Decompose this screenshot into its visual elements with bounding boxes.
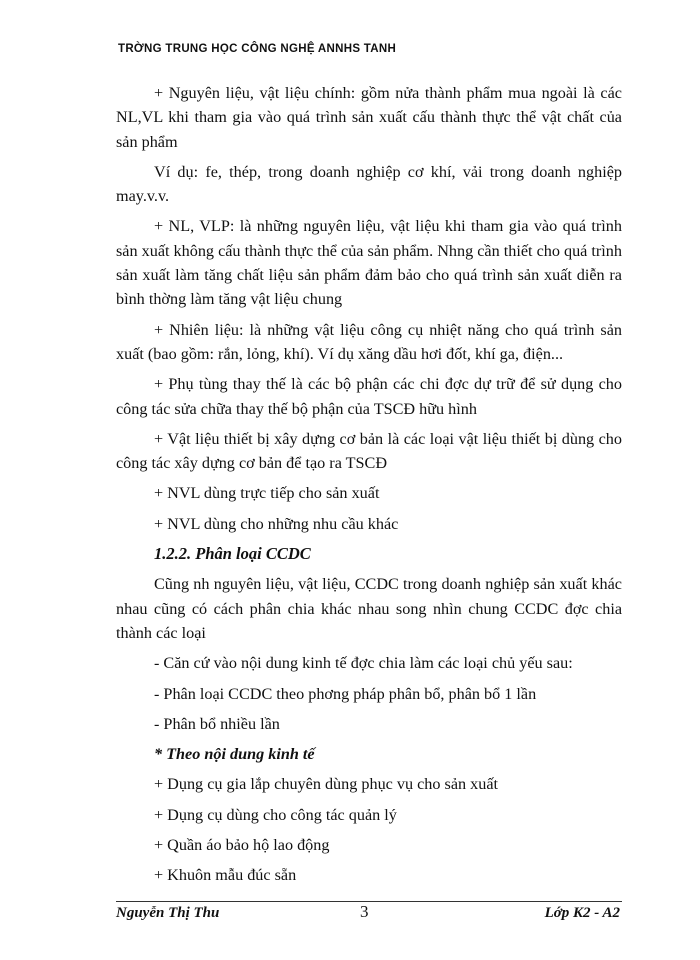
- section-heading: 1.2.2. Phân loại CCDC: [154, 544, 311, 564]
- paragraph: + NVL dùng trực tiếp cho sản xuất: [154, 484, 380, 503]
- paragraph: + NVL dùng cho những nhu cầu khác: [154, 514, 399, 533]
- page-content: [116, 81, 622, 894]
- paragraph: + Dụng cụ dùng cho công tác quản lý: [154, 805, 397, 824]
- footer-author: Nguyễn Thị Thu: [116, 905, 220, 921]
- page-header: TRỜNG TRUNG HỌC CÔNG NGHỆ ANNHS TANH: [118, 43, 397, 55]
- paragraph: Ví dụ: fe, thép, trong doanh nghiệp cơ khí, vải trong doanh nghiệp may.v.v.: [116, 162, 622, 206]
- paragraph: + Phụ tùng thay thế là các bộ phận các chi đợc dự trữ để sử dụng cho công tác sửa chữa thay thế bộ phận của TSCĐ hữu hình: [116, 375, 622, 418]
- paragraph: + NL, VLP: là những nguyên liệu, vật liệu khi tham gia vào quá trình sản xuất không cấu thành thực thể của sản phẩm. Nhng cần thiết cho quá trình sản xuất làm tăng chất liệu sản phẩm đảm bảo cho quá trình sản xuất diễn ra bình thờng làm tăng vật liệu chung: [116, 217, 622, 309]
- paragraph: - Phân bổ nhiều lần: [154, 714, 280, 733]
- paragraph: - Phân loại CCDC theo phơng pháp phân bổ, phân bổ 1 lần: [154, 684, 537, 703]
- paragraph: - Căn cứ vào nội dung kinh tế đợc chia làm các loại chủ yếu sau:: [154, 654, 573, 673]
- paragraph: + Nhiên liệu: là những vật liệu công cụ nhiệt năng cho quá trình sản xuất (bao gồm: rắn, lỏng, khí). Ví dụ xăng dầu hơi đốt, khí ga, điện...: [116, 320, 622, 363]
- sub-heading: * Theo nội dung kinh tế: [154, 745, 315, 764]
- paragraph: + Quần áo bảo hộ lao động: [154, 836, 330, 855]
- footer-divider: [116, 901, 622, 902]
- footer-class: Lớp K2 - A2: [544, 905, 620, 921]
- paragraph: Cũng nh nguyên liệu, vật liệu, CCDC trong doanh nghiệp sản xuất khác nhau cũng có cách phân chia khác nhau song nhìn chung CCDC đợc chia thành các loại: [116, 575, 622, 642]
- paragraph: + Vật liệu thiết bị xây dựng cơ bản là các loại vật liệu thiết bị dùng cho công tác xây dựng cơ bản để tạo ra TSCĐ: [116, 429, 622, 473]
- paragraph: + Nguyên liệu, vật liệu chính: gồm nửa thành phẩm mua ngoài là các NL,VL khi tham gia vào quá trình sản xuất cấu thành thực thể vật chất của sản phẩm: [116, 84, 622, 151]
- paragraph: + Khuôn mẫu đúc sẵn: [154, 866, 297, 885]
- paragraph: + Dụng cụ gia lắp chuyên dùng phục vụ cho sản xuất: [154, 775, 499, 794]
- page-number: 3: [360, 902, 369, 921]
